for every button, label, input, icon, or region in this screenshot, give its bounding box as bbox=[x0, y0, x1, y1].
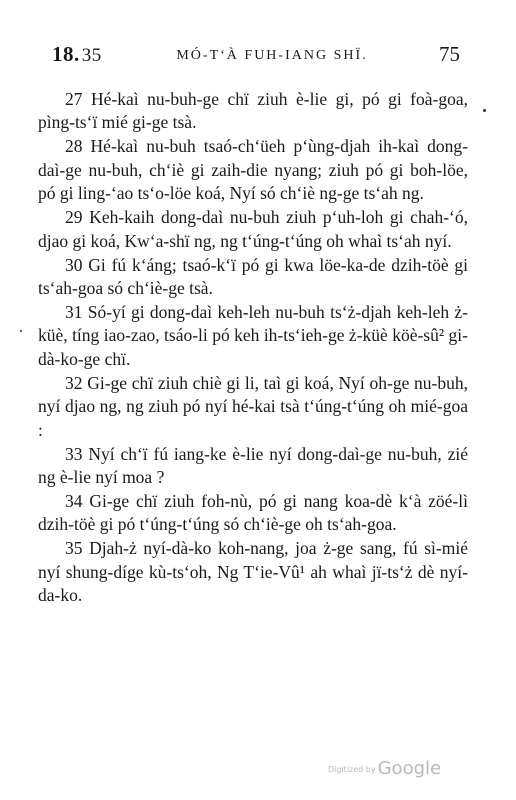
verse-34: 34 Gi-ge chï ziuh foh-nù, pó gi nang koa-dè k‘à zöé-lì dzih-töè gi pó t‘úng-t‘úng só ch‘iè-ge oh ts‘ah-goa. bbox=[38, 491, 468, 535]
digitized-label: Digitized by bbox=[328, 765, 376, 774]
verse-27: 27 Hé-kaì nu-buh-ge chï ziuh è-lie gi, pó gi foà-goa, pìng-ts‘ï mié gi-ge tsà. bbox=[38, 89, 468, 133]
verse-30: 30 Gi fú k‘áng; tsaó-k‘ï pó gi kwa löe-ka-de dzih-töè gi ts‘ah-goa só ch‘iè-ge tsà. bbox=[38, 254, 468, 299]
verse-33: 33 Nyí ch‘ï fú iang-ke è-lie nyí dong-daì-ge nu-buh, zié ng è-lie nyí moa ? bbox=[38, 443, 468, 488]
running-header bbox=[52, 42, 464, 70]
verse-29: 29 Keh-kaih dong-daì nu-buh ziuh p‘uh-loh gi chah-‘ó, djao gi koá, Kw‘a-shï ng, ng t‘úng-t‘úng oh whaì ts‘ah nyí. bbox=[38, 207, 468, 251]
chapter-number: 18. bbox=[52, 42, 80, 66]
verse-35: 35 Djah-ż nyí-dà-ko koh-nang, joa ż-ge sang, fú sì-mié nyí shung-díge kù-ts‘oh, Ng T‘ie-Vû¹ ah whaì jï-ts‘ż dè nyí-da-ko. bbox=[38, 538, 468, 606]
verse-32: 32 Gi-ge chï ziuh chiè gi li, taì gi koá, Nyí oh-ge nu-buh, nyí djao ng, ng ziuh pó nyí hé-kai tsà t‘úng-t‘úng oh mié-goa : bbox=[38, 372, 468, 440]
chapter-verse-reference bbox=[52, 42, 102, 67]
body-text bbox=[38, 88, 468, 608]
book-title: MÓ-T‘À FUH-IANG SHÏ. bbox=[176, 48, 368, 63]
verse-28: 28 Hé-kaì nu-buh tsaó-ch‘üeh p‘ùng-djah ih-kaì dong-daì-ge nu-buh, ch‘iè gi zaih-die nyang; ziuh pó gi boh-löe, pó gi ling-‘ao ts‘o-löe koá, Nyí só ch‘iè ng-ge ts‘ah ng. bbox=[38, 136, 468, 204]
print-speck bbox=[483, 109, 486, 112]
page-number: 75 bbox=[439, 42, 460, 66]
digitized-watermark bbox=[328, 758, 441, 779]
verse-31: 31 Só-yí gi dong-daì keh-leh nu-buh ts‘ż-djah keh-leh ż-küè, tíng iao-zao, tsáo-li pó keh ih-ts‘ieh-ge ż-küè köè-sû² gi-dà-ko-ge chï. bbox=[38, 302, 468, 369]
google-logo: Google bbox=[377, 758, 442, 779]
verse-number: 35 bbox=[81, 45, 102, 66]
print-speck bbox=[20, 330, 22, 332]
